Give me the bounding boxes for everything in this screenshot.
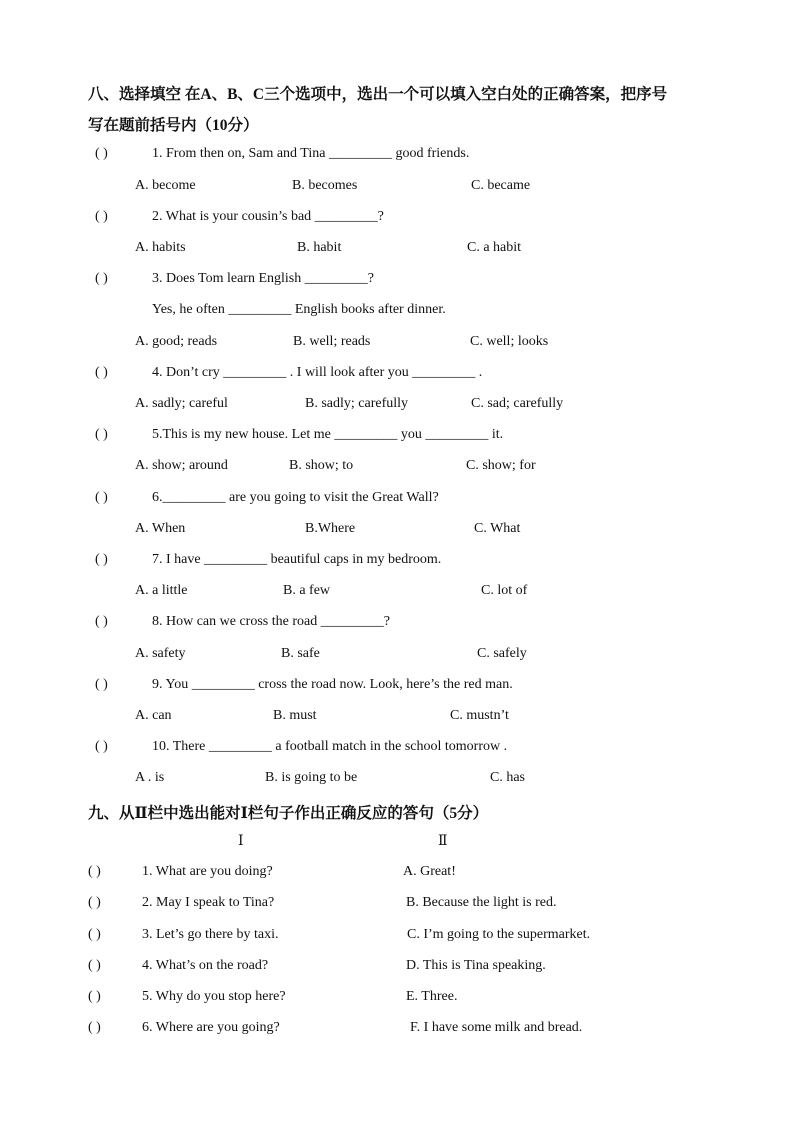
match-answer-b: B. Because the light is red. (406, 895, 557, 910)
q7-option-a: A. a little (135, 583, 188, 598)
q6-option-c: C. What (474, 521, 521, 536)
answer-bracket-q8[interactable]: ( ) (95, 614, 108, 629)
q4-option-b: B. sadly; carefully (305, 396, 409, 411)
match-question-2: 2. May I speak to Tina? (142, 895, 275, 910)
answer-bracket-q6[interactable]: ( ) (95, 490, 108, 505)
q1-option-b: B. becomes (292, 178, 358, 193)
q1-option-a: A. become (135, 178, 196, 193)
question-3-reply: Yes, he often _________ English books after dinner. (152, 302, 446, 317)
q9-option-c: C. mustn’t (450, 708, 509, 723)
q2-option-a: A. habits (135, 240, 186, 255)
q7-option-c: C. lot of (481, 583, 528, 598)
q8-option-b: B. safe (281, 646, 320, 661)
q3-option-a: A. good; reads (135, 334, 218, 349)
question-2-text: 2. What is your cousin’s bad _________? (152, 209, 384, 224)
q9-option-b: B. must (273, 708, 317, 723)
q5-option-c: C. show; for (466, 458, 536, 473)
match-bracket-5[interactable]: ( ) (88, 989, 101, 1004)
q10-option-a: A . is (135, 770, 165, 785)
question-9-text: 9. You _________ cross the road now. Look, here’s the red man. (152, 677, 513, 692)
q5-option-b: B. show; to (289, 458, 354, 473)
q6-option-b: B.Where (305, 521, 356, 536)
answer-bracket-q7[interactable]: ( ) (95, 552, 108, 567)
q3-option-b: B. well; reads (293, 334, 371, 349)
column-2-header: Ⅱ (438, 834, 448, 849)
match-bracket-6[interactable]: ( ) (88, 1020, 101, 1035)
q2-option-c: C. a habit (467, 240, 522, 255)
q1-option-c: C. became (471, 178, 531, 193)
match-question-1: 1. What are you doing? (142, 864, 273, 879)
match-question-5: 5. Why do you stop here? (142, 989, 286, 1004)
section9-title: 九、从Ⅱ栏中选出能对Ⅰ栏句子作出正确反应的答句（5分） (88, 805, 489, 822)
section8-title-line2: 写在题前括号内（10分） (88, 117, 259, 134)
answer-bracket-q3[interactable]: ( ) (95, 271, 108, 286)
answer-bracket-q4[interactable]: ( ) (95, 365, 108, 380)
match-bracket-3[interactable]: ( ) (88, 927, 101, 942)
answer-bracket-q10[interactable]: ( ) (95, 739, 108, 754)
question-4-text: 4. Don’t cry _________ . I will look after you _________ . (152, 365, 483, 380)
question-7-text: 7. I have _________ beautiful caps in my bedroom. (152, 552, 442, 567)
q8-option-a: A. safety (135, 646, 186, 661)
question-10-text: 10. There _________ a football match in the school tomorrow . (152, 739, 508, 754)
q4-option-c: C. sad; carefully (471, 396, 564, 411)
match-answer-d: D. This is Tina speaking. (406, 958, 546, 973)
answer-bracket-q9[interactable]: ( ) (95, 677, 108, 692)
question-3-text: 3. Does Tom learn English _________? (152, 271, 374, 286)
q8-option-c: C. safely (477, 646, 527, 661)
q3-option-c: C. well; looks (470, 334, 549, 349)
match-bracket-4[interactable]: ( ) (88, 958, 101, 973)
match-answer-f: F. I have some milk and bread. (410, 1020, 583, 1035)
q7-option-b: B. a few (283, 583, 331, 598)
match-bracket-1[interactable]: ( ) (88, 864, 101, 879)
question-5-text: 5.This is my new house. Let me _________ you _________ it. (152, 427, 504, 442)
match-question-4: 4. What’s on the road? (142, 958, 269, 973)
answer-bracket-q5[interactable]: ( ) (95, 427, 108, 442)
column-1-header: Ⅰ (238, 834, 244, 849)
question-1-text: 1. From then on, Sam and Tina _________ good friends. (152, 146, 470, 161)
match-answer-e: E. Three. (406, 989, 458, 1004)
q4-option-a: A. sadly; careful (135, 396, 228, 411)
q9-option-a: A. can (135, 708, 172, 723)
q6-option-a: A. When (135, 521, 186, 536)
match-bracket-2[interactable]: ( ) (88, 895, 101, 910)
answer-bracket-q2[interactable]: ( ) (95, 209, 108, 224)
match-answer-a: A. Great! (403, 864, 456, 879)
match-question-3: 3. Let’s go there by taxi. (142, 927, 279, 942)
q10-option-c: C. has (490, 770, 525, 785)
match-answer-c: C. I’m going to the supermarket. (407, 927, 591, 942)
question-6-text: 6._________ are you going to visit the Great Wall? (152, 490, 439, 505)
q5-option-a: A. show; around (135, 458, 228, 473)
question-8-text: 8. How can we cross the road _________? (152, 614, 390, 629)
q10-option-b: B. is going to be (265, 770, 358, 785)
q2-option-b: B. habit (297, 240, 342, 255)
match-question-6: 6. Where are you going? (142, 1020, 280, 1035)
section8-title-line1: 八、选择填空 在A、B、C三个选项中，选出一个可以填入空白处的正确答案，把序号 (88, 86, 668, 103)
answer-bracket-q1[interactable]: ( ) (95, 146, 108, 161)
